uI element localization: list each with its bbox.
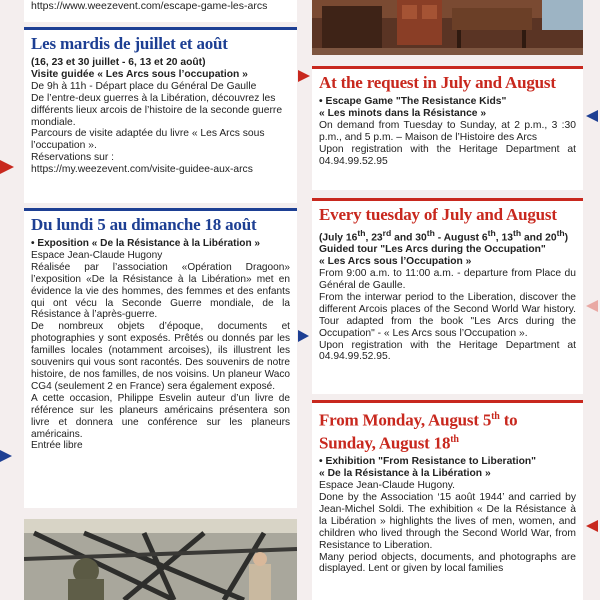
tuesdays-july-august-box xyxy=(24,27,297,203)
glider-exhibition-photo xyxy=(24,519,297,600)
top-url-box xyxy=(24,0,297,22)
exhibition-en-box xyxy=(312,400,583,600)
section-heading: Every tuesday of July and August xyxy=(319,205,557,224)
tour-title: Guided tour "Les Arcs during the Occupation" xyxy=(319,244,546,256)
tour-time: De 9h à 11h - Départ place du Général De Gaulle xyxy=(31,80,257,92)
escape-game-subtitle: « Les minots dans la Résistance » xyxy=(319,107,487,119)
tour-description: De l’entre-deux guerres à la Libération, découvrez les différents lieux arcois de l’histoire de la seconde guerre mondiale. xyxy=(31,92,283,128)
section-heading: Les mardis de juillet et août xyxy=(31,34,228,53)
entry-free: Entrée libre xyxy=(31,440,83,452)
exhibition-place: Espace Jean-Claude Hugony. xyxy=(319,480,456,492)
reservation-label: Réservations sur : xyxy=(31,152,114,164)
tour-adapted: Parcours de visite adaptée du livre « Les Arcs sous l’occupation ». xyxy=(31,128,265,152)
guided-tour-box xyxy=(312,198,583,394)
tour-title: Visite guidée « Les Arcs sous l’occupation » xyxy=(31,68,248,80)
bunting-flag xyxy=(298,70,310,82)
exhibition-title: • Exhibition "From Resistance to Liberation" xyxy=(319,456,537,468)
exhibition-paragraph-2: De nombreux objets d’époque, documents et photographies y sont exposés. Prêtés ou donnés par les familles locales (notamment arcoises), ils illustrent les souvenirs qui vous sont racontés. Des souvenirs de notre histoire, de nos familles, de nos voisins. Un planeur Waco CG4 (seulement 2 en France) sera également exposé. xyxy=(31,321,290,392)
bunting-flag xyxy=(0,160,14,174)
tour-time: From 9:00 a.m. to 11:00 a.m. - departure from Place du Général de Gaulle. xyxy=(319,268,576,292)
tour-title-fr: « Les Arcs sous l’Occupation » xyxy=(319,256,472,268)
museum-room-photo xyxy=(312,0,583,55)
exhibition-paragraph-3: A cette occasion, Philippe Esvelin auteur d’un livre de référence sur les planeurs américains présentera son livre et donnera une conférence sur les planeurs américains. xyxy=(31,392,290,440)
tour-dates: (July 16th, 23rd and 30th - August 6th, 13th and 20th) xyxy=(319,228,569,244)
tour-registration: Upon registration with the Heritage Department at 04.94.99.52.95. xyxy=(319,339,576,363)
bunting-flag xyxy=(0,450,12,462)
escape-game-registration: Upon registration with the Heritage Department at 04.94.99.52.95 xyxy=(319,143,576,167)
dates: (16, 23 et 30 juillet - 6, 13 et 20 août) xyxy=(31,57,206,68)
exhibition-subtitle: « De la Résistance à la Libération » xyxy=(319,468,491,480)
escape-game-title: • Escape Game "The Resistance Kids" xyxy=(319,96,507,107)
bunting-flag xyxy=(586,300,598,312)
section-heading: Du lundi 5 au dimanche 18 août xyxy=(31,215,257,234)
reservation-url[interactable]: https://my.weezevent.com/visite-guidee-aux-arcs xyxy=(31,164,253,176)
section-heading: From Monday, August 5th to Sunday, August 18th xyxy=(319,410,518,453)
glider-photo-graphic xyxy=(24,519,297,600)
escape-game-url[interactable]: https://www.weezevent.com/escape-game-les-arcs xyxy=(31,0,268,12)
bunting-flag xyxy=(298,330,309,342)
exhibition-paragraph-1: Done by the Association ‘15 août 1944’ and carried by Jean-Michel Soldi. The exhibition « De la Résistance à la Libération » highlights the lives of men, women, and children who lived through the Second World War, from Resistance to Liberation. xyxy=(319,492,576,551)
exhibition-paragraph-2: Many period objects, documents, and photographs are displayed. Lent or given by local families xyxy=(319,551,576,575)
escape-game-schedule: On demand from Tuesday to Sunday, at 2 p.m., 3 :30 p.m., and 5 p.m. – Maison de l’Histoire des Arcs xyxy=(319,119,576,143)
section-heading: At the request in July and August xyxy=(319,73,556,92)
museum-photo-graphic xyxy=(312,0,583,55)
exhibition-box xyxy=(24,208,297,508)
tour-description: From the interwar period to the Liberation, discover the different Arcois places of the Second World War history. Tour adapted from the book "Les Arcs during the Occupation" - « Les Arcs sous l’Occupation ». xyxy=(319,291,576,339)
bunting-flag xyxy=(586,110,598,122)
exhibition-title: • Exposition « De la Résistance à la Libération » xyxy=(31,238,261,249)
escape-game-box xyxy=(312,66,583,190)
exhibition-paragraph-1: Réalisée par l’association «Opération Dragoon» l’exposition «De la Résistance à la Libération» met en évidence la vie des hommes, des femmes et des enfants qui ont vécu la Seconde Guerre mondiale, de la Résistance à l’après-guerre. xyxy=(31,261,290,321)
exhibition-place: Espace Jean-Claude Hugony xyxy=(31,249,163,261)
bunting-flag xyxy=(586,520,598,532)
